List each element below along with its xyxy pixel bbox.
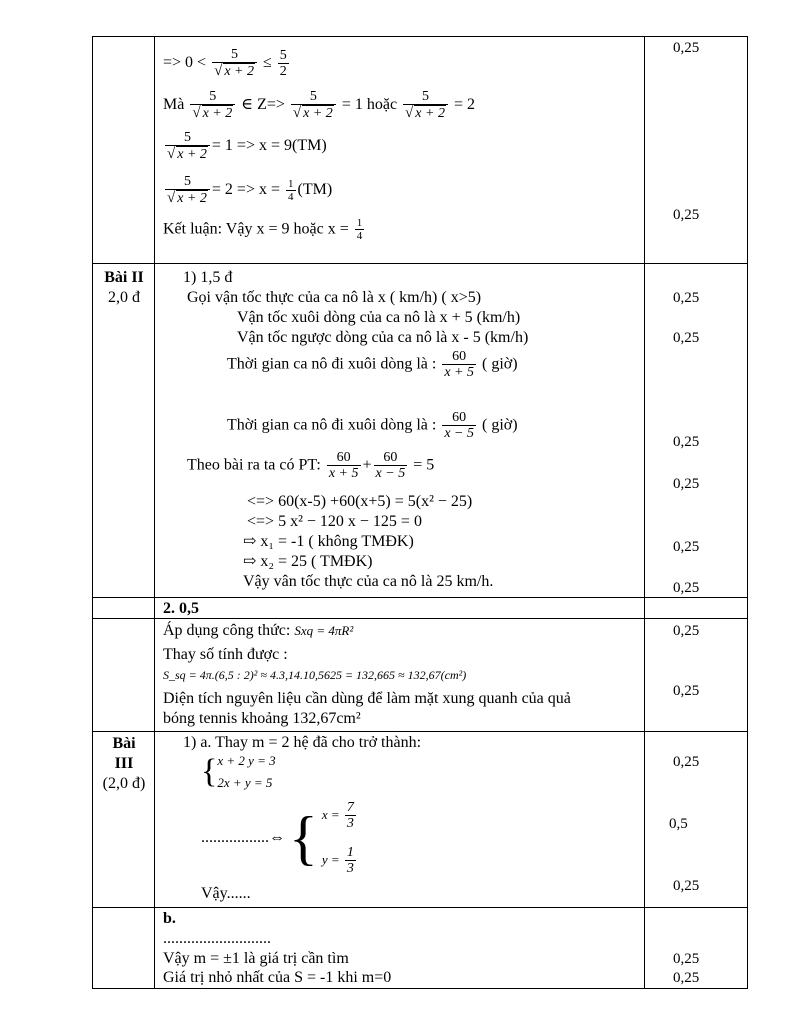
formula-line: Áp dụng công thức: Sxq = 4πR² (163, 622, 354, 639)
row-bai-3 (93, 732, 748, 908)
score: 0,25 (673, 476, 700, 492)
equation-system: {x + 2 y = 3 2x + y = 5 (201, 753, 276, 790)
calculation-line: S_sq = 4π.(6,5 : 2)² ≈ 4.3,14.10,5625 = 132,665 ≈ 132,67(cm²) (163, 668, 467, 682)
solution-line: Vậy...... (201, 885, 251, 902)
inequality-line: => 0 < $\frac{5}{√ x + 2}$ ≤ $\frac{5}{2}$ (163, 47, 287, 80)
solution-line: Vận tốc ngược dòng của ca nô là x - 5 (km/h) (237, 329, 529, 346)
part-heading: 2. 0,5 (163, 600, 199, 617)
case-one-line: $\frac{5}{√ x + 2}$ = 1 => x = 9(TM) (167, 130, 327, 163)
problem-label: Bài II (104, 269, 144, 286)
score: 0,25 (673, 434, 700, 450)
solution-line: ⇨ x₂ = 25 ( TMĐK) (243, 553, 373, 570)
solution-line: <=> 5 x² − 120 x − 125 = 0 (247, 513, 422, 530)
answer-table (92, 36, 748, 989)
problem-label: III (114, 755, 134, 772)
solution-system: .................⇔ { x = $\frac{7}{3}$ y = $\frac{1}{3}$ (201, 800, 354, 877)
omitted-work: ........................... (163, 930, 271, 947)
score: 0,25 (673, 623, 700, 639)
score: 0,25 (673, 330, 700, 346)
part-heading: 1) 1,5 đ (183, 269, 233, 286)
score: 0,25 (673, 754, 700, 770)
solution-line: <=> 60(x-5) +60(x+5) = 5(x² − 25) (247, 493, 473, 510)
row-part-2-body (93, 619, 748, 732)
part-heading: b. (163, 910, 176, 927)
arrow-right-icon: ⇨ (243, 553, 257, 570)
score: 0,25 (673, 683, 700, 699)
score: 0,25 (673, 878, 700, 894)
conclusion-line: Kết luận: Vậy x = 9 hoặc x = $\frac{1}{4}$ (163, 217, 363, 243)
case-two-line: $\frac{5}{√ x + 2}$ = 2 => x = $\frac{1}{4}$ (TM) (167, 174, 333, 207)
score: 0,25 (673, 539, 700, 555)
problem-points: (2,0 đ) (102, 775, 146, 792)
solution-line: Thời gian ca nô đi xuôi dòng là : $\frac{60}{x - 5}$ ( giờ) (227, 410, 518, 442)
score: 0,25 (673, 40, 700, 56)
score: 0,25 (673, 951, 700, 967)
solution-line: Vận tốc xuôi dòng của ca nô là x + 5 (km/h) (237, 309, 521, 326)
solution-line: Vậy m = ±1 là giá trị cần tìm (163, 950, 349, 967)
solution-line: Diện tích nguyên liệu cần dùng để làm mặt xung quanh của quả (163, 690, 571, 707)
row-bai-3-part-b (93, 908, 748, 989)
solution-line: Thời gian ca nô đi xuôi dòng là : $\frac{60}{x + 5}$ ( giờ) (227, 349, 518, 381)
solution-line: Giá trị nhỏ nhất của S = -1 khi m=0 (163, 969, 392, 986)
score: 0,25 (673, 970, 700, 986)
equation-line: Theo bài ra ta có PT: $\frac{60}{x + 5}$ + $\frac{60}{x - 5}$ = 5 (187, 450, 435, 482)
solution-line: ⇨ x₁ = -1 ( không TMĐK) (243, 533, 414, 550)
row-bai-1-continuation (93, 37, 748, 264)
problem-label: Bài (112, 735, 136, 752)
score: 0,5 (669, 816, 688, 832)
score: 0,25 (673, 580, 700, 596)
solution-line: Gọi vận tốc thực của ca nô là x ( km/h) ( x>5) (187, 289, 482, 306)
score: 0,25 (673, 207, 700, 223)
solution-line: bóng tennis khoảng 132,67cm² (163, 710, 361, 727)
problem-points: 2,0 đ (108, 289, 140, 306)
row-bai-2 (93, 264, 748, 598)
arrow-right-icon: ⇨ (243, 533, 257, 550)
solution-line: Thay số tính được : (163, 646, 288, 663)
integer-condition-line: Mà $\frac{5}{√ x + 2}$ ∈ Z=> $\frac{5}{√ x + 2}$ = 1 hoặc $\frac{5}{√ x + 2}$ = 2 (163, 89, 475, 122)
solution-line: Vậy vân tốc thực của ca nô là 25 km/h. (243, 573, 494, 590)
part-heading: 1) a. Thay m = 2 hệ đã cho trở thành: (183, 734, 422, 751)
score: 0,25 (673, 290, 700, 306)
row-part-2-heading (93, 598, 748, 619)
